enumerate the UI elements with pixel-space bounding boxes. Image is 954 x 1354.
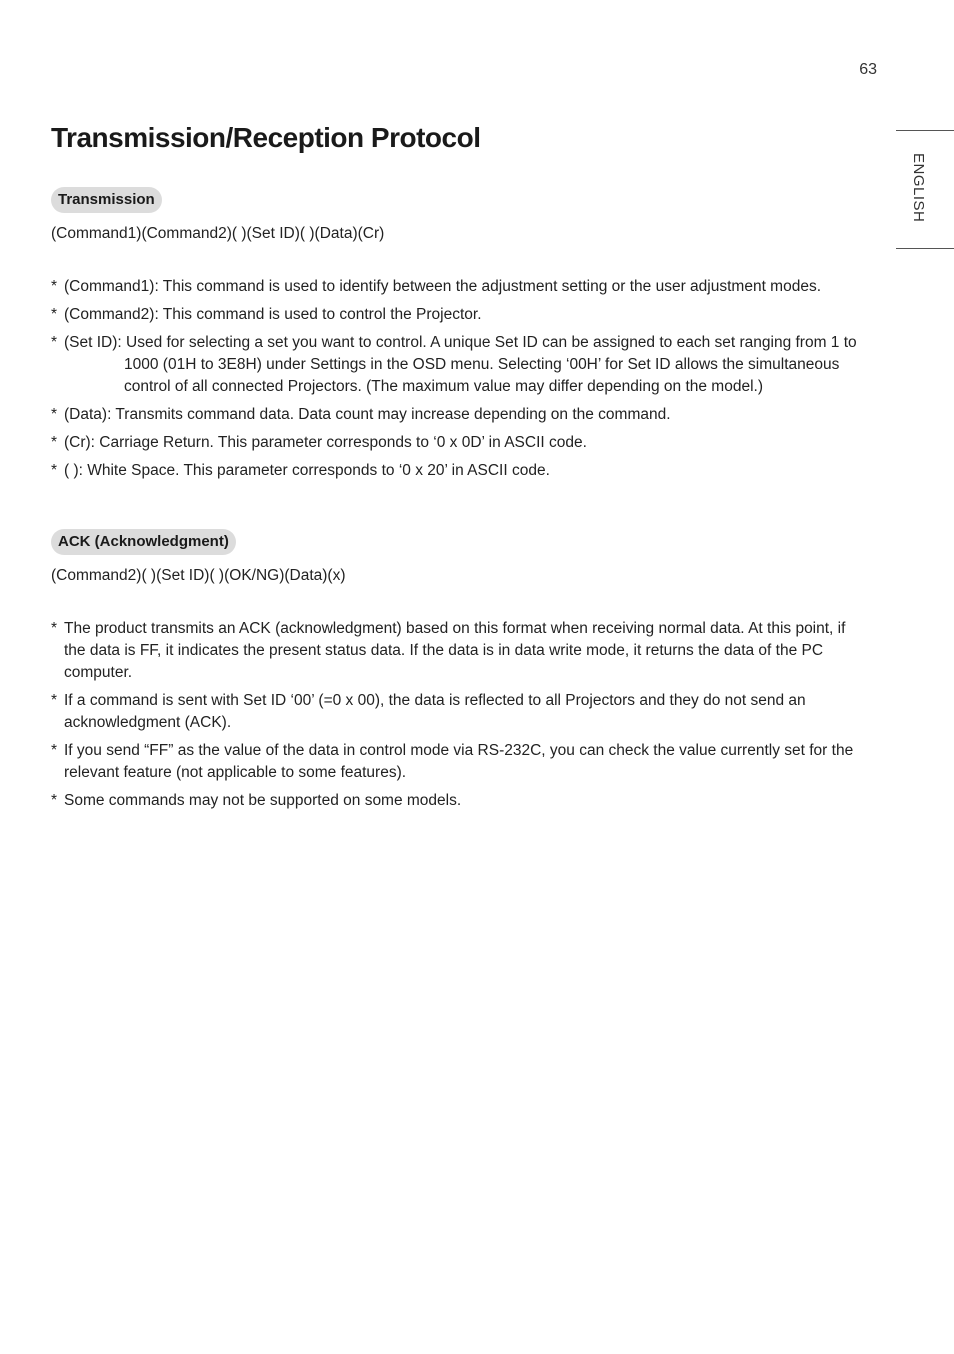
ack-notes [51,618,861,818]
transmission-notes [51,276,871,488]
bullet-mark: * [51,406,58,423]
note-text: (Cr): Carriage Return. This parameter corresponds to ‘0 x 0D’ in ASCII code. [64,434,587,451]
note-text: Some commands may not be supported on some models. [64,792,462,809]
language-tab [896,130,954,249]
note-text: (Command2): This command is used to control the Projector. [64,306,482,323]
bullet-mark: * [51,434,58,451]
section-heading-ack: ACK (Acknowledgment) [51,529,236,555]
note-text: ( ): White Space. This parameter corresponds to ‘0 x 20’ in ASCII code. [64,462,550,479]
list-item [51,740,861,784]
language-tab-label: ENGLISH [910,153,927,223]
bullet-mark: * [51,334,58,351]
list-item [51,404,871,426]
list-item [51,460,871,482]
note-text: (Command1): This command is used to identify between the adjustment setting or the user adjustment modes. [64,278,822,295]
bullet-mark: * [51,462,58,479]
page-number: 63 [859,61,877,78]
note-text: If you send “FF” as the value of the data in control mode via RS-232C, you can check the value currently set for the relevant feature (not applicable to some features). [64,742,854,781]
bullet-mark: * [51,792,58,809]
list-item [51,304,871,326]
bullet-mark: * [51,306,58,323]
bullet-mark: * [51,620,58,637]
note-text: (Set ID): Used for selecting a set you want to control. A unique Set ID can be assigned to each set ranging from 1 to 1000 (01H to 3E8H) under Settings in the OSD menu. Selecting ‘00H’ for Set ID allows the simultaneous control of all connected Projectors. (The maximum value may differ depending on the model.) [64,334,857,395]
bullet-mark: * [51,692,58,709]
ack-format: (Command2)( )(Set ID)( )(OK/NG)(Data)(x) [51,567,346,584]
bullet-mark: * [51,742,58,759]
section-heading-transmission: Transmission [51,187,162,213]
list-item [51,690,861,734]
bullet-mark: * [51,278,58,295]
note-text: If a command is sent with Set ID ‘00’ (=0 x 00), the data is reflected to all Projectors and they do not send an acknowledgment (ACK). [64,692,806,731]
list-item [51,332,871,398]
note-text: (Data): Transmits command data. Data count may increase depending on the command. [64,406,671,423]
list-item [51,432,871,454]
list-item [51,276,871,298]
page-title: Transmission/Reception Protocol [51,122,481,153]
note-text: The product transmits an ACK (acknowledgment) based on this format when receiving normal data. At this point, if the data is FF, it indicates the present status data. If the data is in data write mode, it returns the data of the PC computer. [64,620,846,681]
list-item [51,790,861,812]
transmission-format: (Command1)(Command2)( )(Set ID)( )(Data)(Cr) [51,225,385,242]
list-item [51,618,861,684]
